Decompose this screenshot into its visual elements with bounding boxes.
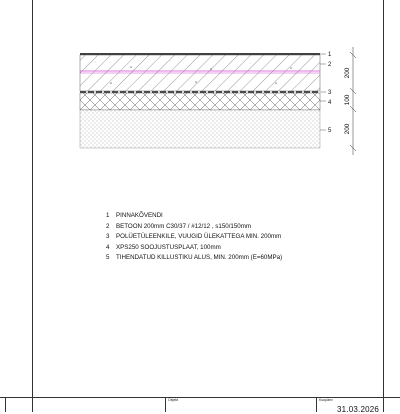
legend-item [106,243,356,254]
layer-callout-3: 3 [328,90,332,96]
date-value: 31.03.2026 [337,405,380,414]
svg-text:◦: ◦ [95,60,97,64]
svg-text:Δ: Δ [110,81,113,85]
legend-number: 1 [106,212,110,219]
leader-lines [320,54,326,130]
svg-text:Δ: Δ [290,66,293,70]
dimension-insulation: 100 [344,94,351,106]
legend-text: BETOON 200mm C30/37 / #12/12 , s150/150mm [116,222,252,230]
dimension-gravel: 200 [344,123,351,135]
legend-number: 2 [106,222,110,230]
legend-item [106,222,356,233]
legend-number: 5 [106,254,110,261]
svg-text:Δ: Δ [210,67,213,71]
title-block [0,397,400,412]
svg-text:◦: ◦ [150,83,152,87]
svg-text:◦: ◦ [170,59,172,63]
layer-callout-2: 2 [328,62,332,68]
legend-item [106,232,356,243]
legend-text: TIHENDATUD KILLUSTIKU ALUS, MIN. 200mm (E=60MPa) [116,254,283,261]
svg-text:◦: ◦ [250,61,252,65]
svg-text:Δ: Δ [130,65,133,69]
layer-5-gravel [80,110,320,148]
object-label: Objekt [168,398,179,402]
layer-callout-4: 4 [328,100,332,106]
legend-text: PINNAKÕVENDI [116,212,163,219]
legend-text: XPS250 SOOJUSTUSPLAAT, 100mm [116,243,221,251]
svg-text:◦: ◦ [235,84,237,88]
layer-1-finish [80,53,320,55]
svg-text:Δ: Δ [275,81,278,85]
svg-text:◦: ◦ [305,83,307,87]
layer-callout-5: 5 [328,128,332,134]
svg-text:Δ: Δ [195,80,198,84]
legend-item [106,211,356,222]
layer-legend [106,211,356,264]
date-label: Kuupäev [319,398,333,402]
legend-text: POLÜETÜLEENKILE, VUUGID ÜLEKATTEGA MIN. 200mm [116,233,282,240]
layer-4-insulation [80,93,320,110]
legend-number: 4 [106,243,110,251]
dimension-concrete: 200 [344,67,351,79]
layer-callout-1: 1 [328,52,332,58]
legend-item [106,253,356,264]
legend-number: 3 [106,233,110,240]
